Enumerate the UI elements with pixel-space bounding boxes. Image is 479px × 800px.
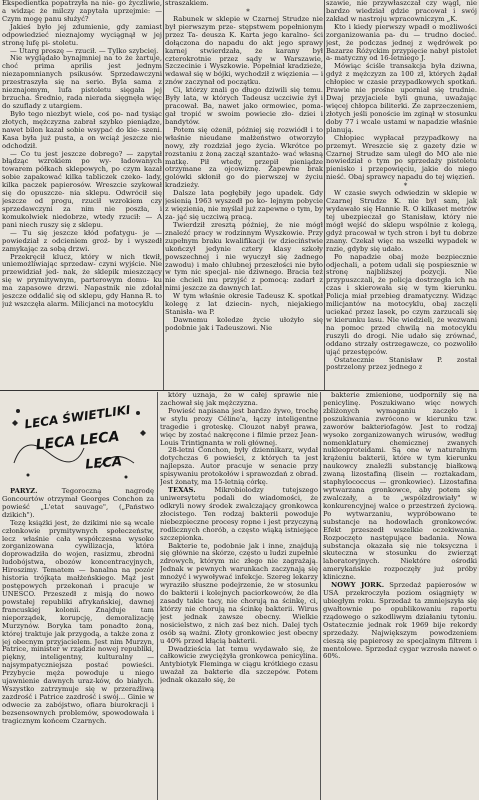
column-divider: [320, 392, 321, 800]
dateline: NOWY JORK.: [331, 581, 385, 590]
digest-paragraph: [160, 646, 318, 686]
article-paragraph: Po napadzie obaj może bezpiecznie odjechali, a potem udali się pospiesznie w stronę najbliższej pozycji. Nie przypuszczali, że policja dostrzegła ich na czas i skierowała się w tym kierunku. Policja miał przebieg dramatyczny. Widząc milicjantów na motocyklu, obaj zaczęli uciekać przez lasek, po czym zarzucali się w kierunku lasu. Nie wiedzieli, że wezwani na pomoc przed chwilą na motocyklu ruszyli do drogi. Nie udało się zrównać, oddano strzały ostrzegawcze, co pozwoliło ująć przestępców.: [326, 252, 477, 356]
digest-paragraph: [160, 543, 318, 646]
digest-paragraph: [160, 408, 318, 448]
rubric-line-3: LECA: [84, 454, 123, 473]
rubric-logo: [4, 393, 152, 485]
fireflies-logo: [4, 393, 152, 485]
article-paragraph: Dawnemu koledze życie ułożyło się podobnie jak i Tadeuszowi. Nie: [165, 315, 323, 332]
digest-paragraph: [160, 487, 318, 542]
digest-paragraph: [2, 488, 154, 520]
digest-paragraph: [2, 520, 154, 726]
dateline: TEXAS.: [168, 486, 196, 495]
article-paragraph: W tym właśnie okresie Tadeusz K. spotkał kolegę z lat dziecin- nych, niejakiego Stanisła- wa P.: [165, 292, 323, 317]
article-paragraph: Rabunek w sklepie w Czarnej Strudze nie był pierwszym prze- stępstwem popełnionym przez Ta- deusza K. Karta jego karalno- ści dołączona do napadu do akt jego sprawy karnej stwierdzała, że karany był czterokrotnie przez sądy w Warszawie, Szczecinie i Wyszkowie. Popełniał kradzieże, wdawał się w bójki, wychodził z więzienia — i znów zaczynał od początku.: [165, 14, 323, 87]
digest-paragraph: [160, 447, 318, 487]
article-paragraph: straszakiem.: [165, 0, 209, 7]
digest-paragraph: [160, 392, 318, 408]
column-divider: [163, 0, 164, 390]
article-paragraph: Dalsze lata pogłębiły jego upadek. Gdy jesienią 1963 wyszedł po ko- lejnym pobycie z więzienia, nie myślał już zapewne o tym, by za- jąć się uczciwą pracą.: [165, 189, 323, 221]
rubric-line-1: LECA ŚWIETLIKI: [23, 402, 132, 432]
article-paragraph: Ostatecznie Stanisław P. został postrzelony przez jednego z: [326, 355, 477, 372]
digest-text: Tegoroczną nagrodę Goncourtów otrzymał Georges Conchon za powieść „L'etat sauvage", („Państwo dzikich").: [2, 488, 154, 519]
digest-text: Sprzedaż papierosów w USA przekroczyła poziom osiągnięty w ubiegłym roku. Sprzedaż ta zmniejszyła się gwałtownie po opublikowaniu raportu rządowego o szkodliwym działaniu tytoniu. Ostatecznie jednak rok 1969 bije rekordy sprzedaży. Największym powodzeniem cieszą się papierosy ze specjalnym filtrem i mentolowe. Sprzedaż cygar wzrosła nawet o 60%.: [323, 581, 477, 661]
digest-paragraph: [323, 582, 477, 661]
digest-column-3: [323, 392, 477, 800]
digest-text: Powieść napisana jest bardzo żywo, trochę w stylu prozy Céline'a, łączy inteligentne tragedie i groteskę. Clouzot nabył prawa, więc by zostać nakręcone i filmie przez Jean-Louis Trintignanta w roli głównej.: [160, 406, 318, 447]
column-divider: [157, 392, 158, 800]
article-paragraph: — Utarg proszę — rzucił. — Tylko szybciej.: [10, 46, 159, 55]
section-star: *: [403, 182, 408, 191]
digest-text: 28-letni Conchon, były dziennikarz, wydał dotychczas 6 powieści, z których ta jest najlepsza. Autor pracuje w senacie przy spisywaniu protokołów i sprawozdań z obrad. Jest żonaty, ma 15-letnią córkę.: [160, 446, 318, 487]
digest-text: Tezę książki jest, że dzikimi nie są wcale członkowie prymitywnych społeczeństw, lecz właśnie cała współczesna wysoko zorganizowana cywilizacja, która doprowadziła do wojen, rasizmu, zbrodni ludobójstwa, obozów koncentracyjnych, Hiroszimy. Tematem — banalna na pozór historia trójkąta małżeńskiego. Mąż jest postępowych przekonań i pracuje w UNESCO. Przeszedł z misją do nowo powstałej republiki afrykańskiej, dawnej francuskiej kolonii. Znajduje tam nieporządek, korupcję, demoralizację Murzynów. Boryka tam ponadto żoną, której traktuje jak przygodą, a także zona z jej obecnym przyjacielem. Jest nim Murzyn, Patrice, minister w rządzie nowej republiki, piękny, inteligentny, kulturalny — najsympatyczniejsza postać powieści. Przybycie męża powoduje u niego ujawnienie dawnych uraz-ków, do białych. Wszystko zatrzymuje się w przeraźliwą zazdrość i Patrice zazdrość i swój... Ginie w odwecie za zabójstwo, ofiara biurokracji i bezsensownych problemów, spowodowała i tragicznym końcem Czarnych.: [2, 518, 154, 725]
digest-column-1: [2, 488, 154, 800]
section-divider: [0, 390, 479, 391]
digest-text: Mikrobiolodzy tutejszego uniwersytetu podali do wiadomości, że odkryli nowy środek zwalczający gronkowca złocistego. Ten rodzaj bakterii powoduje niebezpieczne procesy ropne i jest przyczyną rodlicznych chorób, a często wiąką istniejące szczepionka.: [160, 486, 318, 542]
digest-text: bakterie zmienione, uodpornily się na penicylinę. Poszukiwano więc nowych zbliżonych wymaganiu zaczęło i poszukiwania zwrócono w kierunku tzw. zaworów bakteriofagów. Jest to rodzaj wysoko zorganizowanych wirusów, według nomenklatury chemicznej zwanych nukleoproteidami. Są one w naturalnym krążeniu bakterii, które w tym kierunku naukowcy znaleźli substancję białkową zwaną lizostafiną (lisein — roztakadam, staphylococcus — gronkowiec). Lizostafina wytwarzana gronkowce, aby potem się zwalczały, a te „wspólzdrowiały" w konkurencyjnej walce o przestrzeń życiową. Po wytwarzaniu, wypróbowano te substancje na hodowlach gronkowców. Efekt przeszedł wszelkie oczekiwania. Rozpoczęto następujące badania. Nowa substancja okazała się nie toksyczna i skuteczna w stosunku do zwierząt laboratoryjnych. Niektóre ośrodki amerykańskie rozpoczęły już próby kliniczne.: [323, 392, 477, 582]
dateline: PARYŻ.: [10, 488, 38, 495]
article-paragraph: szawie, nie przywłaszczał czy wągl, nie bardzo wiedział gdzie pracował i swój zakład w nastroju wpracowniczym „K.: [326, 0, 477, 23]
digest-text: Dwadzieścia lat temu wydawało się, że całkowicie zwyciężyła gronkowca penicylina. Antybiotyk Fleminga w ciągu krótkiego czasu uważał za bakterie dla szczepów. Potem jednak okazało się, że: [160, 644, 318, 685]
article-paragraph: W czasie swych odwiedzin w sklepie w Czarnej Strudze K. nie był sam, jak wydawało się Hannie R. O kilkaset metrów tej ubezpieczał go Stanisław, który nie mógł wejść do sklepu wspólnie z kolegą, gdyż pracował w tych stron i był tu dobrze znany. Czekał więc na wszelki wypadek w razie, gdyby się udało.: [326, 189, 477, 253]
digest-column-2: [160, 392, 318, 800]
article-paragraph: Jakieś było jej zdumienie, gdy zamiast odpowiedzieć nieznajomy wyciągnął w jej stronę lufę pi- stoletu.: [2, 22, 162, 47]
digest-text: Bakterie te, podobnie jak i inne, znajdują się głównie na skórze, często u ludzi zupełnie zdrowych, którym nic złego nie zagrażają. Jednak w pewnych warunkach zaczynają się mnożyć i wywoływać infekcje. Szereg lekarzy wyraziło słuszne podejrzenie, że w stosunku do bakterii i kolejnych paciorkowców, że dla zasady takie tacy, nie chorują na ścinkę, ci, którzy nie chorują na ścinkę bakterii. Wirus jest jednak zawsze obecny. Wielkie nosicielstwo, z nich zaś bez nich. Dalej tych osób są ważni. Złoty gronkowiec jest obecny u 40% przed kłącią bakterii.: [160, 541, 318, 645]
article-paragraph: Chłopiec wypłacał przypadkowy na przemyt. Wreszcie się z gazety dzie w Czarnej Strudze sam uległ do MO ale nie nowiedział o tym po sprzedaży pistoletu pienisko i przepowięciu, jakie do niego nieść. Obaj sprawcy napadu do tej więzień.: [326, 133, 477, 182]
article-paragraph: Potem się ożenił, później się rozwiódł i to właśnie nieudane małżeństwo otworzyło nowy, zły rozdział jego życia. Wkrótce po rozstaniu z żoną zaczął szantażo- wać własną matkę. Pił wtedy, przepił pieniądze otrzymane za ojcowiznę. Zapewne brak golówki skłonił go do pierwszej w życiu kradzieży.: [165, 125, 323, 190]
article-paragraph: Mówiąc ściśle transakcja była dziwna, gdyż z mężczyzn za 100 zł, których żądał chłopiec w czasie przypadkowych spotkań. Prawie nie prośne uporniał się trudnie. Dwaj przyjaciele byli gnuna, uważając więcej chłopca biliterki. Ze zaprzeczeniem, złotych jeśli ponoście im zginął w stosunku doby 77 i wcale ustami w napadzie właśnie planują.: [326, 62, 477, 134]
article-paragraph: Przekręcił klucz, który w nich tkwił, uniemożliwiając sprzedaw- czyni wyjście. Nie przewidział jed- nak, że sklepik mieszczący się w prymitywnym, parterowym domu- ku ma zapasowe drzwi. Napastnik nie zdołał jeszcze oddalić się od sklepu, gdy Hanna R. to już wszczęła alarm. Milicjanci na motocyklu: [2, 252, 162, 309]
article-column-1: [2, 0, 162, 390]
rubric-line-2: LECA LECA: [34, 428, 121, 454]
article-paragraph: Ekspedientka popatrzyła na nie- go życzliwie, a widząc że milczy zapytała uprzejmie: — Czym mogę panu służyć?: [2, 0, 162, 23]
article-paragraph: Kto i kiedy pierwszy wpadł o możliwości zorganizowania pa- du — trudno docieć. jest, że podczas jednej z wędrówek po Bazarze Różyckim przypięcie nabył pistolet a- matyczny od 16-letniego J.: [326, 22, 477, 63]
column-divider: [324, 0, 325, 390]
article-column-3: [326, 0, 477, 390]
article-paragraph: — Co tu jest jeszcze dobrego? — zapytał błądząc wzrokiem po wy- ładowanych towarem półkach sklepowych, po czym kazał sobie zapakować kilka tabliczek czeko- lady, kilka paczek papierosów. Wreszcie szykował się do opuszcze- nia sklepu. Odwrócił się jeszcze od progu, rzucił wzrokiem czy sprzedawczyni za nim nie poszła, i komukolwiek niedobrze, wtedy rzucił: — A pani niech ruszy się z sklepu.: [2, 149, 162, 229]
article-paragraph: Było tego niezbyt wiele, coś po- nad tysiąc złotych, mężczyzna zabrał szybko pieniądze, nawet bilon kazał sobie wsypać do kie- szeni. Kasa była już pusta, a on wciąż jeszcze nie odchodził.: [2, 109, 162, 150]
section-star: *: [246, 7, 250, 16]
article-paragraph: — Tu się jeszcze kłód pofatygu- je — powiedział z odcieniem groź- by i wyszedł zamykając za sobą drzwi.: [2, 228, 162, 253]
article-paragraph: Twierdził zresztą później, że nie mógł znaleźć pracy w rodzinnym Wyszkowie. Przy zupełnym braku kwalifikacji (w dzieciństwie ukończył jedynie cztery klasy szkoły powszechnej i nie wyuczył się żadnego zawodu) i mało chlubnej przeszłości nie było w tym nic specjal- nie dziwnego. Bracia też nie chcieli mu przyjść z pomocą: zadarł z nimi jeszcze za dawnych lat.: [165, 220, 323, 293]
digest-paragraph: [323, 392, 477, 582]
article-paragraph: Nie wyglądało bynajmniej na to że żartuje, choć prima aprilis jest jednym niezapomnianych psikusów. Sprzedawczyni przestraszyła się na serio. Byla sama z nieznajomym, lufa pistoletu sięgała jej brzucha. Średnio, rada nierada sięgnęła więc do szuflady z utargiem.: [2, 54, 162, 110]
digest-text: który uznaja, że w całej sprawie nie zachował się jak mężczyzna.: [160, 392, 318, 407]
article-paragraph: Ci, którzy znali go długo dziwili się temu. Były lata, w których Tadeusz uczciwie żył i pracował. Ba, nawet jako ormowiec, poma- gał tropić w swoim powiecie zło- dziei i bandytów.: [165, 86, 323, 126]
article-column-2: [165, 0, 323, 390]
